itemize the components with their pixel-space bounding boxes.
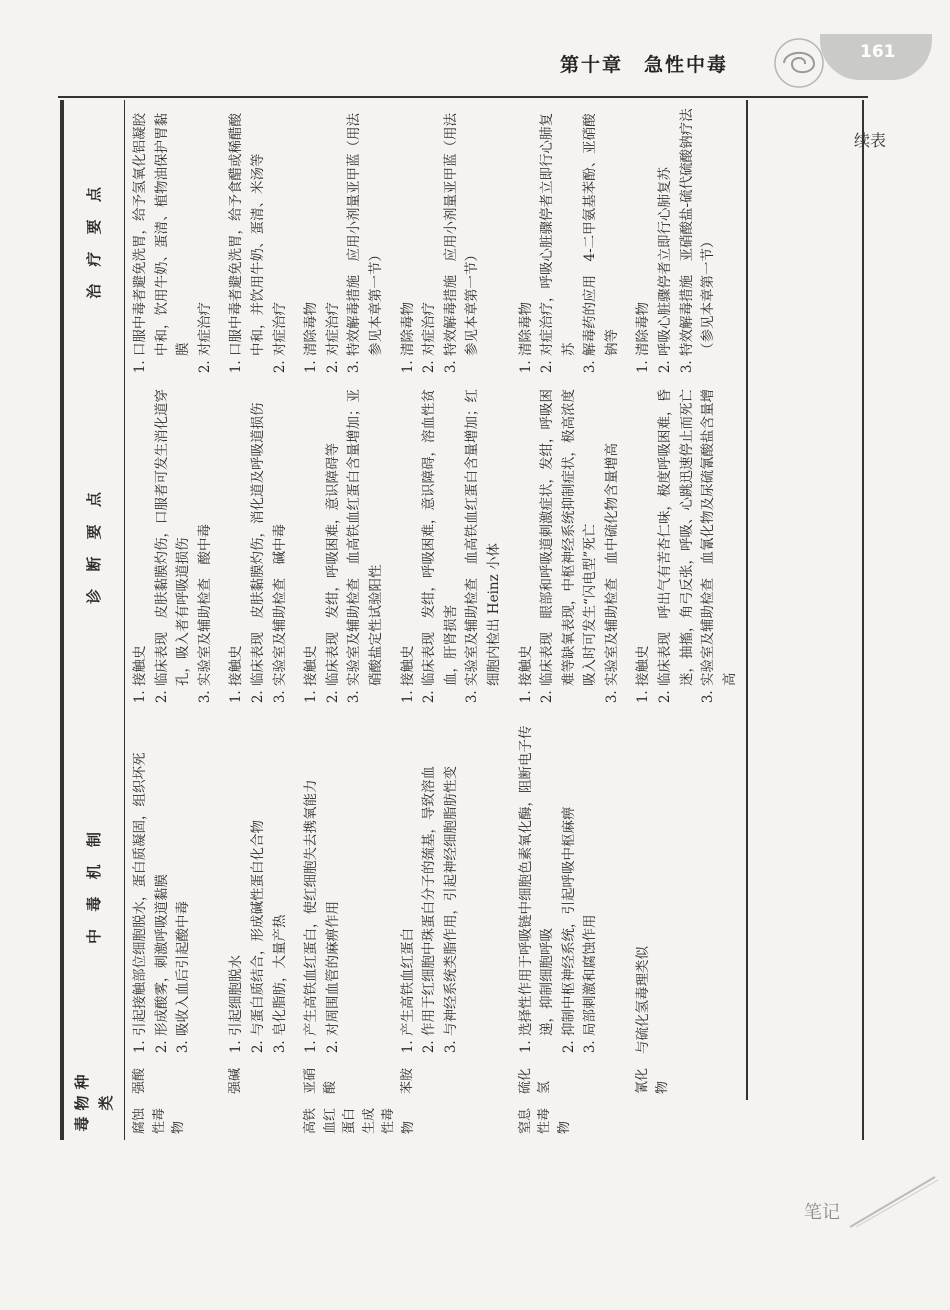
mechanism-item: 2. 形成酸雾，刺激呼吸道黏膜 [152, 716, 174, 1036]
mechanism-item: 3. 局部刺激和腐蚀作用 [580, 716, 602, 1036]
diagnosis-cell [628, 380, 747, 710]
treatment-cell [125, 100, 222, 380]
treatment-list [398, 106, 484, 374]
mechanism-item: 3. 与神经系统类脂作用，引起神经细胞脂肪性变 [441, 716, 463, 1036]
diagnosis-item: 3. 实验室及辅助检查 血氰化物及尿硫氰酸盐含量增高 [698, 386, 741, 686]
table-header-row [63, 100, 125, 1140]
page-number: 161 [860, 42, 896, 62]
mechanism-cell [628, 710, 747, 1060]
category-cell: 高铁血红蛋白生成性毒物 [303, 1107, 416, 1134]
mechanism-item: 1. 引起细胞脱水 [226, 716, 248, 1036]
treatment-item: 1. 清除毒物 [301, 106, 323, 356]
diagnosis-list [633, 386, 741, 704]
treatment-list [301, 106, 387, 374]
treatment-item: 3. 解毒药的应用 4-二甲氨基苯酚、亚硝酸钠等 [580, 106, 623, 356]
mechanism-item: 1. 产生高铁血红蛋白，使红细胞失去携氧能力 [301, 716, 323, 1036]
treatment-cell [511, 100, 629, 380]
subcategory-cell: 氰化物 [628, 1060, 747, 1100]
header-diagnosis: 诊 断 要 点 [63, 380, 125, 710]
diagnosis-item: 1. 接触史 [398, 386, 420, 686]
treatment-item: 1. 清除毒物 [633, 106, 655, 356]
mechanism-item: 1. 产生高铁血红蛋白 [398, 716, 420, 1036]
diagnosis-item: 1. 接触史 [226, 386, 248, 686]
subcategory-cell: 硫化氢 [517, 1067, 552, 1094]
treatment-item: 1. 口服中毒者避免洗胃，给予氢氧化铝凝胶中和，饮用牛奶、蛋清、植物油保护胃黏膜 [130, 106, 195, 356]
treatment-list [516, 106, 624, 374]
treatment-item: 2. 对症治疗，呼吸心脏骤停者立即行心肺复苏 [537, 106, 580, 356]
header-category: 毒物种类 [63, 1060, 125, 1140]
rotated-table-frame [60, 100, 864, 1140]
diagnosis-item: 2. 临床表现 呼出气有苦杏仁味，极度呼吸困难，昏迷，抽搐，角弓反张，呼吸、心跳迅速停止而死亡 [655, 386, 698, 686]
mechanism-list [130, 716, 195, 1054]
diagnosis-item: 3. 实验室及辅助检查 血高铁血红蛋白含量增加；红细胞内检出 Heinz 小体 [462, 386, 505, 686]
table-row [296, 100, 392, 1140]
poison-table [62, 100, 748, 1140]
treatment-cell [628, 100, 747, 380]
diagnosis-item: 1. 接触史 [633, 386, 655, 686]
diagnosis-list [398, 386, 506, 704]
diagnosis-item: 1. 接触史 [516, 386, 538, 686]
subcategory-cell: 强酸 [132, 1067, 147, 1094]
table-body [125, 100, 748, 1140]
mechanism-item: 2. 抑制中枢神经系统，引起呼吸中枢麻痹 [559, 716, 581, 1036]
continued-label: 续表 [854, 131, 887, 150]
treatment-cell [221, 100, 296, 380]
mechanism-item: 3. 皂化脂肪，大量产热 [270, 716, 292, 1036]
diagnosis-cell [511, 380, 629, 710]
treatment-item: 1. 清除毒物 [516, 106, 538, 356]
table-row [628, 100, 747, 1140]
diagnosis-list [516, 386, 624, 704]
header-mechanism: 中 毒 机 制 [63, 710, 125, 1060]
treatment-item: 1. 清除毒物 [398, 106, 420, 356]
treatment-item: 2. 对症治疗 [323, 106, 345, 356]
diagnosis-list [130, 386, 216, 704]
mechanism-list [226, 716, 291, 1054]
diagnosis-item: 3. 实验室及辅助检查 碱中毒 [270, 386, 292, 686]
diagnosis-cell [393, 380, 511, 710]
mechanism-item: 2. 对周围血管的麻痹作用 [323, 716, 345, 1036]
mechanism-list [301, 716, 344, 1054]
treatment-item: 2. 对症治疗 [195, 106, 217, 356]
diagnosis-item: 3. 实验室及辅助检查 酸中毒 [195, 386, 217, 686]
table-row [221, 100, 296, 1140]
treatment-list [633, 106, 719, 374]
mechanism-item: 2. 作用于红细胞中珠蛋白分子的巯基，导致溶血 [419, 716, 441, 1036]
treatment-item: 1. 口服中毒者避免洗胃，给予食醋或稀醋酸中和，并饮用牛奶、蛋清、米汤等 [226, 106, 269, 356]
diagnosis-item: 2. 临床表现 眼部和呼吸道刺激症状，发绀，呼吸困难等缺氧表现，中枢神经系统抑制症状，极高浓度吸入时可发生“闪电型”死亡 [537, 386, 602, 686]
diagnosis-item: 1. 接触史 [301, 386, 323, 686]
subcategory-cell: 强碱 [228, 1067, 244, 1094]
mechanism-cell [221, 710, 296, 1060]
diagnosis-cell [296, 380, 392, 710]
diagnosis-item: 2. 临床表现 皮肤黏膜灼伤，消化道及呼吸道损伤 [248, 386, 270, 686]
mechanism-cell [511, 710, 629, 1060]
mechanism-list [398, 716, 463, 1054]
treatment-item: 2. 呼吸心脏骤停者立即行心肺复苏 [655, 106, 677, 356]
treatment-item: 2. 对症治疗 [270, 106, 292, 356]
mechanism-item: 2. 与蛋白质结合，形成碱性蛋白化合物 [248, 716, 270, 1036]
pencil-icon [830, 1172, 940, 1232]
mechanism-text: 与硫化氢毒理类似 [635, 945, 652, 1054]
mechanism-item: 3. 吸收入血后引起酸中毒 [173, 716, 195, 1036]
rotated-table-container [62, 100, 862, 1140]
table-row [393, 100, 511, 1140]
header-treatment: 治 疗 要 点 [63, 100, 125, 380]
diagnosis-item: 2. 临床表现 皮肤黏膜灼伤，口服者可发生消化道穿孔，吸入者有呼吸道损伤 [152, 386, 195, 686]
mechanism-cell [125, 710, 222, 1060]
diagnosis-item: 2. 临床表现 发绀，呼吸困难，意识障碍，溶血性贫血，肝肾损害 [419, 386, 462, 686]
corner-watermark [802, 0, 942, 30]
treatment-item: 3. 特效解毒措施 应用小剂量亚甲蓝（用法参见本章第一节） [344, 106, 387, 356]
diagnosis-item: 2. 临床表现 发绀，呼吸困难，意识障碍等 [323, 386, 345, 686]
diagnosis-item: 3. 实验室及辅助检查 血中硫化物含量增高 [602, 386, 624, 686]
diagnosis-item: 3. 实验室及辅助检查 血高铁血红蛋白含量增加；亚硝酸盐定性试验阳性 [344, 386, 387, 686]
treatment-cell [296, 100, 392, 380]
treatment-item: 3. 特效解毒措施 应用小剂量亚甲蓝（用法参见本章第一节） [441, 106, 484, 356]
treatment-list [226, 106, 291, 374]
diagnosis-cell [125, 380, 222, 710]
header-rule [58, 96, 868, 98]
diagnosis-list [226, 386, 291, 704]
subcategory-cell: 苯胺 [399, 1067, 415, 1094]
treatment-cell [393, 100, 511, 380]
treatment-item: 2. 对症治疗 [419, 106, 441, 356]
treatment-list [130, 106, 216, 374]
mechanism-item: 1. 选择性作用于呼吸链中细胞色素氧化酶，阻断电子传递，抑制细胞呼吸 [516, 716, 559, 1036]
category-cell: 腐蚀性毒物 [132, 1107, 186, 1134]
mechanism-cell [393, 710, 511, 1060]
mechanism-cell [296, 710, 392, 1060]
diagnosis-cell [221, 380, 296, 710]
chapter-title: 第十章 急性中毒 [560, 54, 729, 76]
category-cell: 窒息性毒物 [517, 1107, 572, 1134]
mechanism-item: 1. 引起接触部位细胞脱水，蛋白质凝固，组织坏死 [130, 716, 152, 1036]
notes-label: 笔记 [804, 1202, 840, 1223]
diagnosis-item: 1. 接触史 [130, 386, 152, 686]
table-row [125, 100, 222, 1140]
swirl-logo-icon [772, 36, 826, 90]
diagnosis-list [301, 386, 387, 704]
mechanism-list [516, 716, 602, 1054]
subcategory-cell: 亚硝酸 [303, 1067, 338, 1094]
treatment-item: 3. 特效解毒措施 亚硝酸盐-硫代硫酸钠疗法（参见本章第一节） [677, 106, 720, 356]
table-row [511, 100, 629, 1140]
